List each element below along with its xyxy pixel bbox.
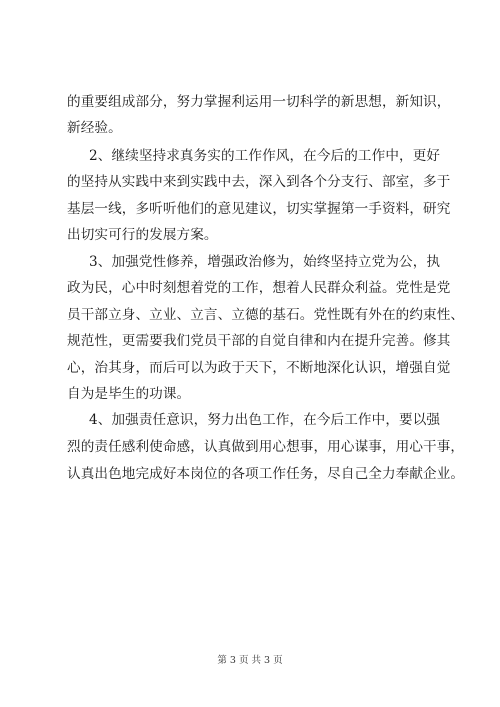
body-text-line: 认真出色地完成好本岗位的各项工作任务，尽自己全力奉献企业。	[67, 466, 465, 482]
body-text-line: 政为民，心中时刻想着党的工作，想着人民群众利益。党性是党	[67, 280, 451, 296]
body-text-line: 自为是毕生的功课。	[67, 386, 191, 402]
body-text-line: 烈的责任感利使命感，认真做到用心想事，用心谋事，用心干事，	[67, 439, 465, 455]
body-text-line: 出切实可行的发展方案。	[67, 227, 218, 243]
paragraph-2-start: 2、继续坚持求真务实的工作作风，在今后的工作中，更好	[89, 148, 441, 164]
page-number-footer: 第 3 页 共 3 页	[217, 655, 283, 666]
body-text-line: 员干部立身、立业、立言、立德的基石。党性既有外在的约束性、	[67, 307, 465, 323]
body-text-line: 规范性，更需要我们党员干部的自觉自律和内在提升完善。修其	[67, 333, 451, 349]
body-text-line: 基层一线，多听听他们的意见建议，切实掌握第一手资料，研究	[67, 201, 451, 217]
paragraph-4-start: 4、加强责任意识，努力出色工作，在今后工作中，要以强	[89, 412, 441, 428]
paragraph-3-start: 3、加强党性修养，增强政治修为，始终坚持立党为公，执	[89, 254, 441, 270]
body-text-line: 心，治其身，而后可以为政于天下，不断地深化认识，增强自觉	[67, 360, 451, 376]
body-text-line: 的重要组成部分，努力掌握利运用一切科学的新思想，新知识，	[67, 94, 451, 110]
body-text-line: 新经验。	[67, 120, 122, 136]
body-text-line: 的坚持从实践中来到实践中去，深入到各个分支行、部室，多于	[67, 174, 451, 190]
